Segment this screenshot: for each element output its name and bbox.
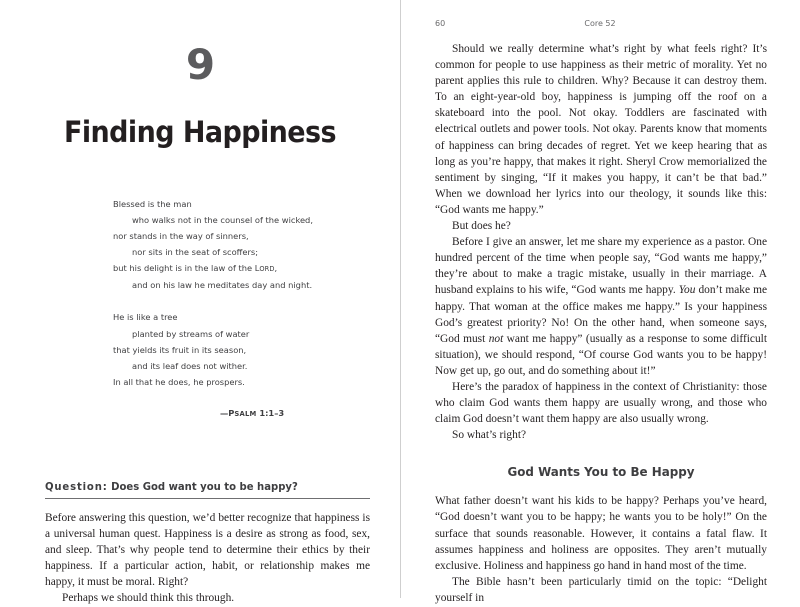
body-paragraph: So what’s right? (452, 429, 527, 442)
book-title-running-head: Core 52 (584, 19, 616, 28)
scripture-line: In all that he does, he prospers. (113, 376, 245, 387)
scripture-line-text: but his delight is in the law of the L (113, 263, 260, 274)
paragraph-text: don’t make me happy. That woman at the office makes me happy.” Is your happiness God’s greatest priority? No! On the other hand, when someone says, “God must (435, 284, 767, 345)
scripture-line: nor sits in the seat of scoffers; (132, 247, 259, 258)
right-page (400, 0, 800, 604)
attribution-book-smallcaps: SALM (234, 409, 257, 418)
scripture-epigraph (0, 149, 400, 422)
page-number: 60 (435, 19, 446, 28)
question-prompt: Does God want you to be happy? (111, 481, 298, 494)
left-page (0, 0, 400, 605)
scripture-line (113, 260, 400, 277)
section-subheading: God Wants You to Be Happy (507, 464, 695, 480)
body-paragraph: Should we really determine what’s right by what feels right? It’s common for people to use happiness as their metric of morality. Yet no parent applies this rule to children. Why? Because it can destroy them. To an eight-year-old boy, happiness is jumping off the roof on a skateboard into the pool. Not okay. Toddlers are fascinated with electrical outlets and power tools. Not okay. Parents know that moments of happiness can bring decades of regret. Yet we keep hearing that as long as you’re happy, that makes it right. Sheryl Crow memorialized the sentiment by singing, “If it makes you happy, it can’t be that bad.” When we download her lyrics into our theology, it sounds like this: “God wants me happy.” (435, 43, 767, 216)
body-paragraph: But does he? (452, 220, 511, 233)
emphasis-you: You (678, 284, 696, 297)
question-section (0, 422, 400, 607)
scripture-line: and on his law he meditates day and night. (132, 280, 313, 291)
body-paragraph: The Bible hasn’t been particularly timid on the topic: “Delight yourself in (435, 575, 767, 604)
attribution-reference: 1:1–3 (256, 407, 285, 418)
body-paragraph (435, 234, 767, 379)
question-label: Question: (45, 481, 108, 494)
question-heading (45, 481, 354, 498)
right-page-body (400, 30, 800, 606)
scripture-line: who walks not in the counsel of the wicked, (132, 214, 313, 225)
chapter-number: 9 (185, 40, 215, 89)
paragraph-text: want me happy” (usually as a response to some difficult situation), we should respond, “Of course God wants you to be happy! Now get up, go out, and do something about it!” (435, 332, 767, 377)
scripture-line: that yields its fruit in its season, (113, 344, 247, 355)
scripture-line: Blessed is the man (113, 198, 192, 209)
attribution-dash: —P (220, 407, 235, 418)
body-paragraph: Before answering this question, we’d better recognize that happiness is a universal human quest. Happiness is a desire as strong as food, sex, and sleep. That’s why people tend to determine their ethics by their happiness. If a particular action, habit, or relationship makes me happy, it must be moral. Right? (45, 512, 370, 589)
divine-name-smallcaps: ORD (259, 265, 275, 274)
scripture-line-tail: , (274, 263, 278, 274)
running-head (400, 0, 800, 30)
scripture-line: and its leaf does not wither. (132, 360, 248, 371)
scripture-line: nor stands in the way of sinners, (113, 231, 249, 242)
body-paragraph: Here’s the paradox of happiness in the context of Christianity: those who claim God wants them happy are usually wrong, and those who claim God doesn’t want them happy are also usually wrong. (435, 380, 767, 426)
scripture-line: planted by streams of water (132, 328, 250, 339)
emphasis-not: not (488, 332, 504, 345)
body-paragraph: Perhaps we should think this through. (62, 592, 235, 605)
stanza-break (113, 293, 400, 309)
chapter-title: Finding Happiness (63, 115, 337, 149)
scripture-attribution (113, 390, 400, 422)
paragraph-text: Before I give an answer, let me share my experience as a pastor. One hundred percent of the time when people say, “God wants me happy,” they’re about to make a tragic mistake, usually in their marriage. A husband explains to his wife, “God wants me happy. (435, 236, 767, 297)
scripture-line: He is like a tree (113, 312, 178, 323)
body-paragraph: What father doesn’t want his kids to be happy? Perhaps you’ve heard, “God doesn’t want you to be happy; he wants you to be holy!” On the surface that sounds reasonable. However, it contains a fatal flaw. It assumes happiness and holiness are opposites. They aren’t mutually exclusive. Holiness and happiness go hand in hand most of the time. (435, 495, 767, 572)
question-divider-rule (45, 498, 370, 499)
